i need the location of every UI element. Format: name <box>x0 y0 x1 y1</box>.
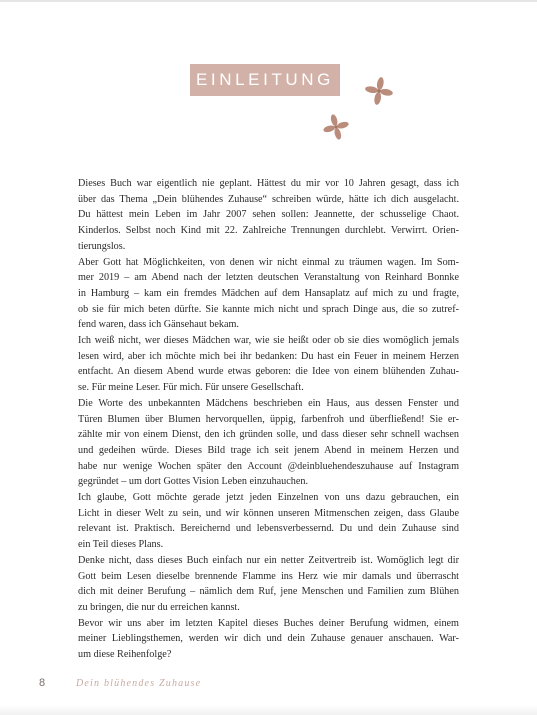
text-line: dich mit deiner Berufung – nämlich dem Ruf, jene Menschen und Familien zum Blühen <box>78 586 459 598</box>
chapter-heading: EINLEITUNG <box>190 64 340 96</box>
text-line: se. Für meine Leser. Für mich. Für unsere Gesellschaft. <box>78 382 304 394</box>
text-line: Kinderlos. Selbst noch Kind mit 22. Zahlreiche Trennungen durchlebt. Verwirrt. Orien- <box>78 225 459 237</box>
text-line: tierungslos. <box>78 240 126 252</box>
text-line: Türen Blumen über Blumen hervorquellen, üppig, farbenfroh und überfließend! Sie er- <box>78 413 459 425</box>
text-line: lesen wird, aber ich möchte mich bei ihr bedanken: Du hast ein Feuer in meinem Herzen <box>78 350 459 362</box>
text-line: und gedeihen würde. Dieses Bild trage ich seit jenem Abend in meinem Herzen und <box>78 444 459 456</box>
flower-icon <box>364 76 394 106</box>
text-line: fend waren, dass ich Gänsehaut bekam. <box>78 319 239 331</box>
page-number: 8 <box>39 677 46 689</box>
text-line: Denke nicht, dass dieses Buch einfach nur ein netter Zeitvertreib ist. Womöglich legt dir <box>78 554 459 566</box>
text-line: über das Thema „Dein blühendes Zuhause“ schreiben würde, hätte ich dich ausgelacht. <box>78 193 459 205</box>
text-line: Bevor wir uns aber im letzten Kapitel dieses Buches deiner Berufung widmen, einem <box>78 617 459 629</box>
text-line: ein Teil dieses Plans. <box>78 539 164 551</box>
text-line: Du hättest mein Leben im Jahr 2007 sehen sollen: Jeannette, der schusselige Chaot. <box>78 209 459 221</box>
flower-icon <box>322 113 350 141</box>
text-line: habe nur wenige Wochen später den Account @deinbluehendeszuhause auf Instagram <box>78 460 459 472</box>
text-line: zählte mir von einem Dienst, den ich gründen solle, und dass dieser sehr schnell wachsen <box>78 429 459 441</box>
text-line: zu bringen, die nur du erreichen kannst. <box>78 601 240 613</box>
text-line: gegründet – um dort Gottes Vision Leben einzuhauchen. <box>78 476 309 488</box>
running-footer-title: Dein blühendes Zuhause <box>76 678 202 689</box>
text-line: meiner Lieblingsthemen, werden wir dich und dein Zuhause genauer anschauen. War- <box>78 633 459 645</box>
page-top-edge <box>0 0 537 2</box>
page-bottom-edge <box>0 705 537 715</box>
text-line: Gott beim Lesen dieselbe brennende Flamme ins Herz wie mir damals und überrascht <box>78 570 459 582</box>
text-line: Die Worte des unbekannten Mädchens beschrieben ein Haus, aus dessen Fenster und <box>78 397 459 409</box>
text-line: Aber Gott hat Möglichkeiten, von denen wir nicht einmal zu träumen wagen. Im Som- <box>78 256 459 268</box>
text-line: Licht in dieser Welt zu sein, und wir können unseren Mitmenschen zeigen, dass Glaube <box>78 507 459 519</box>
text-line: relevant ist. Praktisch. Bereichernd und lebensverbessernd. Du und dein Zuhause sind <box>78 523 459 535</box>
body-text <box>78 176 459 663</box>
text-line: Dieses Buch war eigentlich nie geplant. Hättest du mir vor 10 Jahren gesagt, dass ich <box>78 178 459 189</box>
text-line: mer 2019 – am Abend nach der letzten deutschen Veranstaltung von Reinhard Bonnke <box>78 272 459 284</box>
text-line: Ich weiß nicht, wer dieses Mädchen war, wie sie heißt oder ob sie dies womöglich jemals <box>78 335 459 347</box>
text-line: entfacht. An diesem Abend wurde etwas geboren: die Idee von einem blühenden Zuhau- <box>78 366 459 378</box>
text-line: um diese Reihenfolge? <box>78 649 172 661</box>
text-line: ob sie für mich beten dürfte. Sie kannte mich nicht und sprach Dinge aus, die so zutref- <box>78 303 459 315</box>
text-line: Ich glaube, Gott möchte gerade jetzt jeden Einzelnen von uns dazu gebrauchen, ein <box>78 492 459 504</box>
text-line: in Hamburg – kam ein fremdes Mädchen auf dem Hansaplatz auf mich zu und fragte, <box>78 287 459 299</box>
